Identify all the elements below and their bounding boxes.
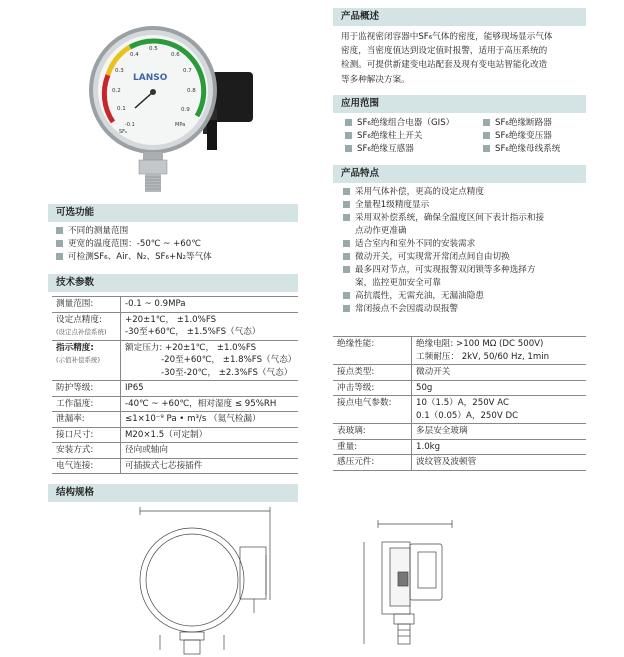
bullet-icon [483,145,490,152]
bullet-icon [343,201,350,208]
list-item: 适合室内和室外不同的安装需求 [343,238,475,251]
sf6-label: SF₆ [119,129,128,135]
table-row: 冲击等级: 50g [333,380,586,396]
front-view-drawing [130,505,290,655]
table-row: 设定点精度: (设定点补偿系统) +20±1℃， ±1.0%FS -30至+60℃， ±1.5%FS（气态） [52,312,298,340]
product-photo [75,10,275,200]
table-row: 泄漏率: ≤1×10⁻⁹ Pa • m³/s （氦气检漏） [52,412,298,428]
list-item: 采用气体补偿，更高的设定点精度 [343,186,484,199]
bullet-icon [345,119,352,126]
bullet-icon [343,240,350,247]
bullet-icon [56,227,63,234]
bullet-icon [343,214,350,221]
list-item: 全量程1级精度显示 [343,199,429,212]
list-item: 最多四对节点，可实现报警双闭锁等多种选择方 [343,264,535,277]
list-item: SF₆绝缘断路器 [483,117,552,130]
application-header [333,95,586,113]
bullet-icon [343,305,350,312]
table-row: 接点电气参数: 10（1.5）A，250V AC 0.1（0.05）A，250V DC [333,396,586,424]
table-row: 安装方式: 径向或轴向 [52,443,298,459]
list-item-continued: 案，监控更加安全可靠 [355,278,441,288]
list-item: 更宽的温度范围：-50℃ ~ +60℃ [56,238,201,251]
scale-label: -0.1 [125,122,135,128]
scale-label: 0.5 [149,46,158,52]
application-title: 应用范围 [341,98,380,109]
unit-label: MPa [175,122,186,128]
list-item: 高抗震性，无需充油，无漏油隐患 [343,290,484,303]
elec-spec-table [333,336,586,471]
gauge-illustration [75,10,275,200]
tech-header [48,274,298,292]
table-row: 绝缘性能: 绝缘电阻: >100 MΩ (DC 500V) 工频耐压： 2kV, 50/60 Hz, 1min [333,337,586,365]
bullet-icon [345,132,352,139]
table-row: 接口尺寸: M20×1.5（可定制） [52,427,298,443]
options-header [48,204,298,222]
list-item: SF₆绝缘变压器 [483,130,552,143]
overview-title: 产品概述 [341,11,380,22]
table-row: 指示精度: (示值补偿系统) 额定压力: +20±1℃， ±1.0%FS -20至+60℃， ±1.8%FS（气态） -30至-20℃， ±2.3%FS（气态） [52,340,298,381]
scale-label: 0.9 [181,107,190,113]
table-row: 接点类型: 微动开关 [333,365,586,381]
table-row: 电气连接: 可插拔式七芯接插件 [52,458,298,474]
table-row: 工作温度: -40℃ ~ +60℃，相对湿度 ≤ 95%RH [52,396,298,412]
list-item: SF₆绝缘母线系统 [483,143,560,156]
table-row: 重量: 1.0kg [333,439,586,455]
scale-label: 0.7 [183,68,192,74]
bullet-icon [56,253,63,260]
bullet-icon [343,253,350,260]
scale-label: 0.3 [115,68,124,74]
scale-label: 0.2 [112,88,121,94]
bullet-icon [343,292,350,299]
bullet-icon [483,132,490,139]
scale-label: 0.8 [187,88,196,94]
table-row: 表玻璃: 多层安全玻璃 [333,424,586,440]
bullet-icon [56,240,63,247]
list-item: 采用双补偿系统，确保全温度区间下表计指示和接 [343,212,544,225]
features-header [333,165,586,183]
bullet-icon [483,119,490,126]
list-item-continued: 点动作更准确 [355,226,407,236]
scale-label: 0.1 [117,106,126,112]
tech-title: 技术参数 [56,277,95,288]
list-item: SF₆绝缘互感器 [345,143,414,156]
features-title: 产品特点 [341,168,380,179]
list-item: SF₆绝缘柱上开关 [345,130,422,143]
list-item: 微动开关，可实现常开常闭点间自由切换 [343,251,510,264]
brand-logo: LANSO [133,73,168,83]
list-item: 可检测SF₆、Air、N₂、SF₆+N₂等气体 [56,251,212,264]
tech-spec-table [52,296,298,474]
scale-label: 0.4 [130,52,139,58]
scale-label: 0.6 [171,52,180,58]
options-title: 可选功能 [56,207,95,218]
list-item: 不同的测量范围 [56,225,128,238]
table-row: 感压元件: 波纹管及波顿管 [333,455,586,471]
structure-header [48,484,298,502]
bullet-icon [343,266,350,273]
table-row: 防护等级: IP65 [52,381,298,397]
overview-header [333,8,586,26]
list-item: SF₆绝缘组合电器（GIS） [345,117,454,130]
list-item: 常闭接点不会因震动误报警 [343,303,458,316]
overview-text: 用于监视密闭容器中SF₆气体的密度，能够现场显示气体 密度，当密度值达到设定值时报警，适用于高压系统的 检测。可提供新建变电站配套及现有变电站智能化改造 等多种解决方案。 [341,32,553,85]
side-view-drawing [360,520,470,655]
table-row: 测量范围: -0.1 ~ 0.9MPa [52,297,298,313]
bullet-icon [345,145,352,152]
bullet-icon [343,188,350,195]
structure-title: 结构规格 [56,487,95,498]
